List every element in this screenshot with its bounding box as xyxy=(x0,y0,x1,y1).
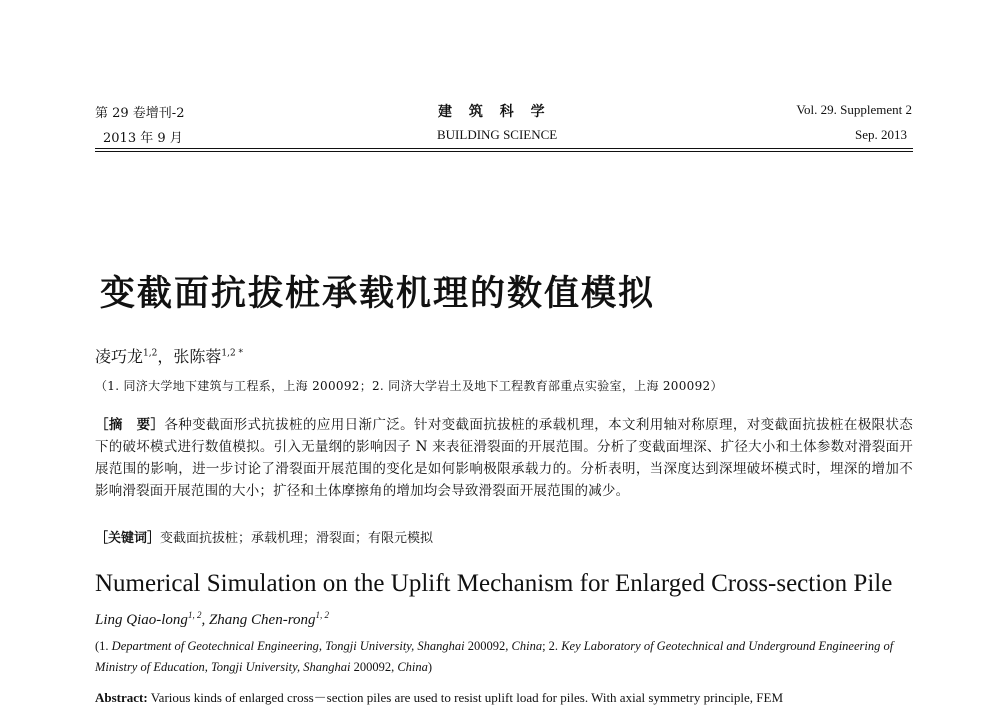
paper-title-en: Numerical Simulation on the Uplift Mechanism for Enlarged Cross-section Pile xyxy=(95,570,893,597)
author-name: Ling Qiao-long xyxy=(95,612,188,628)
author-affil-mark: 1, 2 xyxy=(187,610,202,620)
abstract-text-cn: 各种变截面形式抗拔桩的应用日渐广泛。针对变截面抗拔桩的承载机理，本文利用轴对称原理，对变截面抗拔桩在极限状态下的破坏模式进行数值模拟。引入无量纲的影响因子 N 来表征滑裂面的开展范围。分析了变截面埋深、扩径大小和土体参数对滑裂面开展范围的影响，进一步讨论了滑裂面开展范围的变化是如何影响极限承载力的。分析表明，当深度达到深埋破坏模式时，埋深的增加不影响滑裂面开展范围的大小；扩径和土体摩擦角的增加均会导致滑裂面开展范围的减少。 xyxy=(95,417,913,499)
affil-text: 200092, xyxy=(350,660,398,674)
author-name: Zhang Chen-rong xyxy=(208,612,316,628)
affil-text: ; 2. xyxy=(542,639,562,653)
journal-date-en: Sep. 2013 xyxy=(855,127,907,142)
author-separator: , xyxy=(201,612,209,628)
abstract-en xyxy=(95,687,783,706)
journal-date-cn: 2013 年 9 月 xyxy=(103,131,183,146)
paper-title-cn: 变截面抗拔桩承载机理的数值模拟 xyxy=(100,274,656,314)
journal-volume: 第 29 卷增刊-2 xyxy=(95,106,185,121)
author-affil-mark: 1,2 xyxy=(143,348,158,359)
affil-dept: Department of Geotechnical Engineering, Tongji University, Shanghai xyxy=(111,639,465,653)
keywords-label-cn: ［关键词］ xyxy=(95,531,161,546)
affil-country: China xyxy=(397,660,428,674)
author-separator: ， xyxy=(157,347,174,366)
author-name: 凌巧龙 xyxy=(95,347,144,366)
abstract-label-en: Abstract: xyxy=(95,690,148,705)
keywords-cn xyxy=(95,527,433,546)
author-affil-mark: 1, 2 xyxy=(315,610,329,620)
affiliation-en xyxy=(95,636,913,678)
abstract-label-cn: ［摘 要］ xyxy=(95,417,165,433)
affil-country: China xyxy=(511,639,543,653)
affil-text: (1. xyxy=(95,639,112,653)
affil-lab: Key Laboratory of Geotechnical and Underground Engineering of Ministry of Education, Tongji University, Shanghai xyxy=(95,639,894,674)
authors-cn xyxy=(95,344,243,367)
header-rule-bottom xyxy=(95,151,913,152)
abstract-cn xyxy=(95,414,913,502)
author-affil-mark: 1,2 * xyxy=(221,348,244,359)
journal-volume-en: Vol. 29. Supplement 2 xyxy=(796,102,912,117)
header-rule-top xyxy=(95,148,913,149)
affiliation-cn: （1. 同济大学地下建筑与工程系，上海 200092；2. 同济大学岩土及地下工程教育部重点实验室，上海 200092） xyxy=(95,379,723,393)
keywords-text-cn: 变截面抗拔桩；承载机理；滑裂面；有限元模拟 xyxy=(160,531,434,546)
abstract-text-en: Various kinds of enlarged cross－section piles are used to resist uplift load for piles. With axial symmetry principle, FEM xyxy=(150,690,783,705)
journal-name-cn: 建 筑 科 学 xyxy=(438,104,551,120)
affil-text: ) xyxy=(427,660,433,674)
journal-name-en: BUILDING SCIENCE xyxy=(437,127,558,142)
author-name: 张陈蓉 xyxy=(173,347,222,366)
authors-en xyxy=(95,612,329,629)
affil-text: 200092, xyxy=(464,639,512,653)
